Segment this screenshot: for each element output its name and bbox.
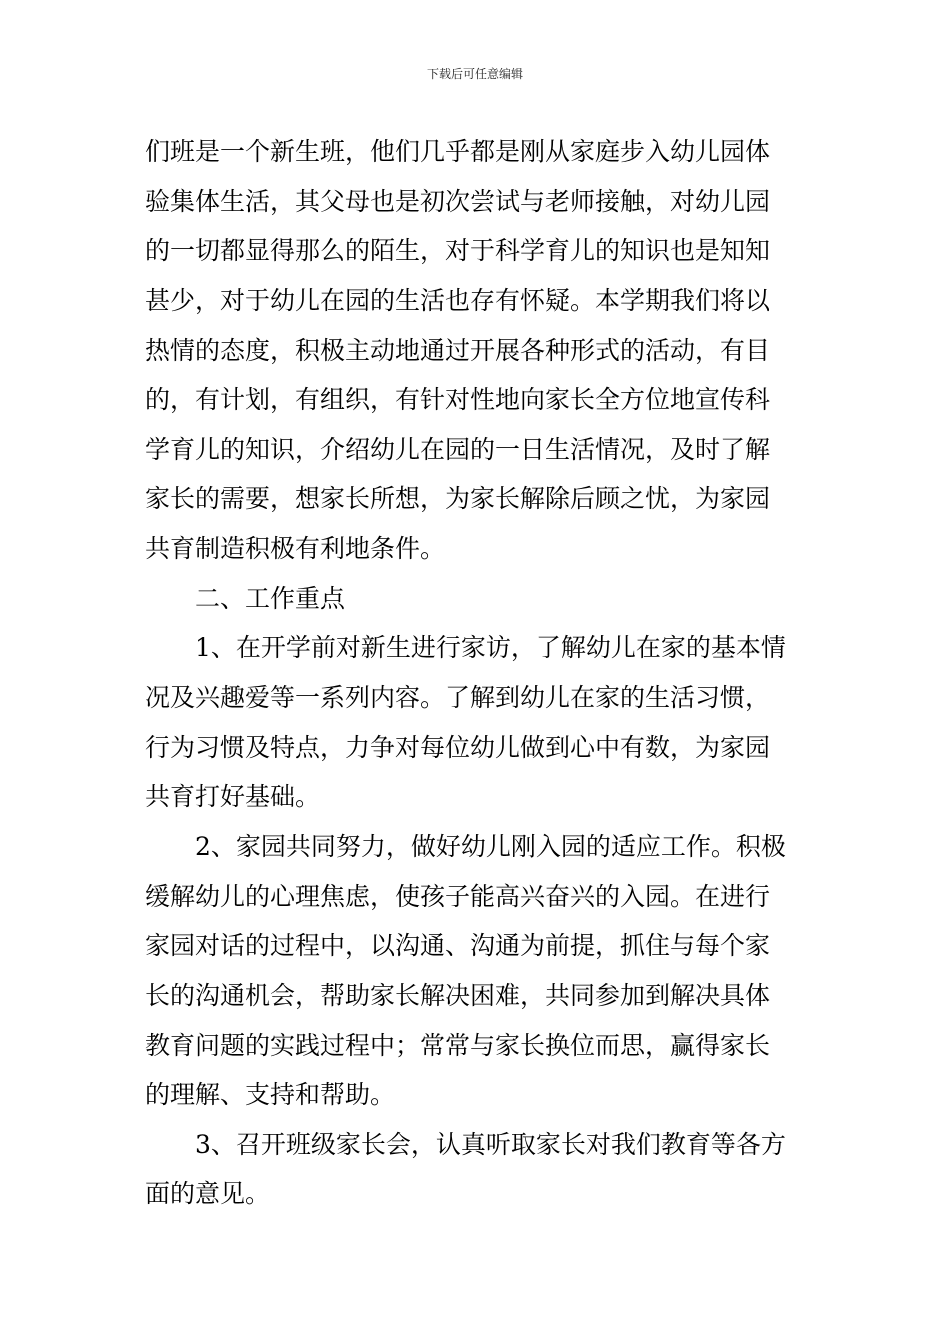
text-line: 况及兴趣爱等一系列内容。了解到幼儿在家的生活习惯， — [145, 683, 771, 713]
text-line: 1、在开学前对新生进行家访，了解幼儿在家的基本情 — [195, 633, 786, 663]
text-line: 共育制造积极有利地条件。 — [145, 534, 446, 564]
text-line: 教育问题的实践过程中；常常与家长换位而思，赢得家长 — [145, 1030, 771, 1060]
text-line: 行为习惯及特点，力争对每位幼儿做到心中有数，为家园 — [145, 732, 771, 762]
text-line: 甚少，对于幼儿在园的生活也存有怀疑。本学期我们将以 — [145, 285, 771, 315]
text-line: 共育打好基础。 — [145, 782, 321, 812]
section-heading: 二、工作重点 — [195, 583, 346, 613]
text-line: 面的意见。 — [145, 1179, 271, 1209]
text-line: 的一切都显得那么的陌生，对于科学育儿的知识也是知知 — [145, 236, 771, 266]
text-line: 们班是一个新生班，他们几乎都是刚从家庭步入幼儿园体 — [145, 137, 771, 166]
text-line: 的理解、支持和帮助。 — [145, 1080, 396, 1110]
text-line: 学育儿的知识，介绍幼儿在园的一日生活情况，及时了解 — [145, 434, 771, 464]
text-line: 3、召开班级家长会，认真听取家长对我们教育等各方 — [195, 1129, 786, 1159]
text-line: 热情的态度，积极主动地通过开展各种形式的活动，有目 — [145, 335, 771, 365]
text-line: 长的沟通机会，帮助家长解决困难，共同参加到解决具体 — [145, 980, 771, 1010]
text-line: 的，有计划，有组织，有针对性地向家长全方位地宣传科 — [145, 385, 771, 415]
text-line: 2、家园共同努力，做好幼儿刚入园的适应工作。积极 — [195, 831, 786, 861]
text-line: 家园对话的过程中，以沟通、沟通为前提，抓住与每个家 — [145, 931, 771, 961]
text-line: 验集体生活，其父母也是初次尝试与老师接触，对幼儿园 — [145, 186, 771, 216]
document-body — [145, 127, 807, 1219]
page-header: 下载后可任意编辑 — [426, 67, 523, 81]
text-line: 家长的需要，想家长所想，为家长解除后顾之忧，为家园 — [145, 484, 771, 514]
text-line: 缓解幼儿的心理焦虑，使孩子能高兴奋兴的入园。在进行 — [145, 881, 771, 911]
